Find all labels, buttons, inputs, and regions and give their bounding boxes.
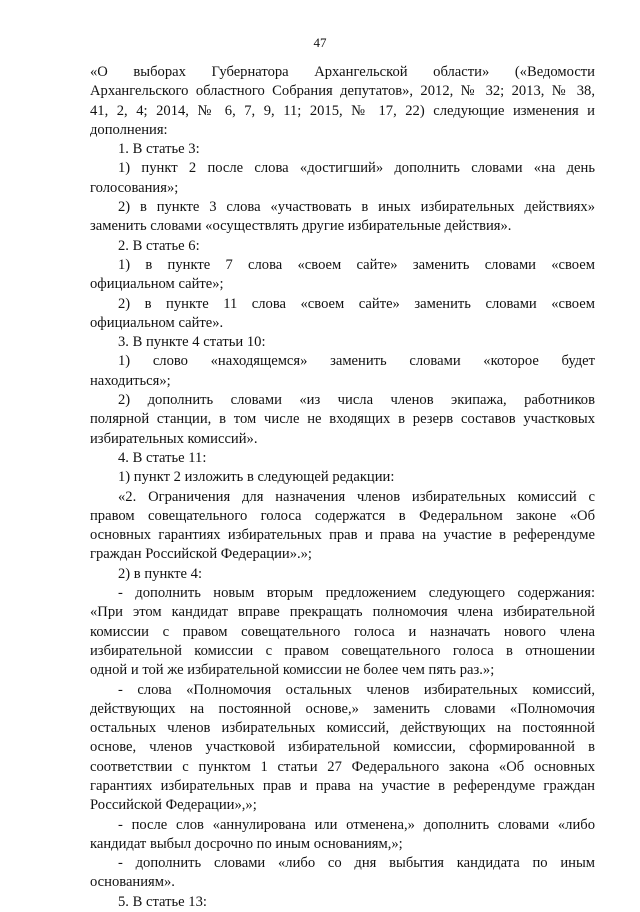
text-line-content: 1. В статье 3: <box>118 141 200 158</box>
text-line-content: «При этом кандидат вправе прекращать полномочия члена избирательной <box>90 604 595 621</box>
text-line <box>90 159 595 178</box>
text-line-content: правом совещательного голоса содержатся в Федеральном законе «Об <box>90 507 595 524</box>
text-line <box>90 545 595 564</box>
text-line <box>90 758 595 777</box>
text-line <box>90 584 595 603</box>
text-line <box>90 873 595 892</box>
text-line <box>90 295 595 314</box>
text-line-content: действующих на постоянной основе,» заменить словами «Полномочия <box>90 700 595 717</box>
text-line-content: - дополнить словами «либо со дня выбытия кандидата по иным <box>118 855 595 872</box>
text-line-content: граждан Российской Федерации».»; <box>90 546 312 563</box>
text-line-content: 5. В статье 13: <box>118 893 207 910</box>
text-line <box>90 854 595 873</box>
text-line <box>90 333 595 352</box>
text-line-content: «О выборах Губернатора Архангельской области» («Ведомости <box>90 64 595 80</box>
text-line-content: находиться»; <box>90 372 171 389</box>
text-line <box>90 372 595 391</box>
text-line <box>90 603 595 622</box>
text-line <box>90 237 595 256</box>
text-line <box>90 63 595 82</box>
text-line-content: дополнения: <box>90 121 168 138</box>
text-line <box>90 449 595 468</box>
text-line <box>90 140 595 159</box>
text-line <box>90 468 595 487</box>
text-line-content: - после слов «аннулирована или отменена,» дополнить словами «либо <box>118 816 595 833</box>
text-line-content: полярной станции, в том числе не входящих в резерв составов участковых <box>90 411 595 428</box>
text-line-content: избирательной комиссии с правом совещательного голоса в отношении <box>90 642 595 659</box>
text-line <box>90 681 595 700</box>
text-line <box>90 488 595 507</box>
text-line <box>90 410 595 429</box>
text-line <box>90 82 595 101</box>
text-line-content: основных гарантиях избирательных прав и права на участие в референдуме <box>90 527 595 544</box>
text-line <box>90 777 595 796</box>
text-line <box>90 507 595 526</box>
text-line-content: голосования»; <box>90 179 179 196</box>
text-line-content: официальном сайте». <box>90 314 224 331</box>
text-line <box>90 314 595 333</box>
text-line <box>90 565 595 584</box>
text-line-content: остальных членов избирательных комиссий, действующих на постоянной <box>90 720 595 737</box>
text-line <box>90 796 595 815</box>
text-line-content: 2) в пункте 3 слова «участвовать в иных избирательных действиях» <box>118 199 595 216</box>
text-line-content: 1) в пункте 7 слова «своем сайте» заменить словами «своем <box>118 256 595 273</box>
text-line <box>90 275 595 294</box>
text-line-content: комиссии с правом совещательного голоса и назначать нового члена <box>90 623 595 640</box>
text-line-content: избирательных комиссий». <box>90 430 258 447</box>
document-body <box>90 63 595 912</box>
text-line <box>90 642 595 661</box>
text-line-content: 4. В статье 11: <box>118 449 207 466</box>
text-line <box>90 816 595 835</box>
text-line <box>90 121 595 140</box>
text-line-content: 3. В пункте 4 статьи 10: <box>118 334 266 351</box>
text-line <box>90 391 595 410</box>
text-line <box>90 352 595 371</box>
text-line-content: 2) в пункте 11 слова «своем сайте» заменить словами «своем <box>118 295 595 312</box>
text-line-content: основаниям». <box>90 874 175 891</box>
text-line <box>90 430 595 449</box>
text-line-content: 41, 2, 4; 2014, № 6, 7, 9, 11; 2015, № 17, 22) следующие изменения и <box>90 102 595 119</box>
text-line-content: 2) дополнить словами «из числа членов экипажа, работников <box>118 392 595 409</box>
text-line <box>90 526 595 545</box>
text-line-content: соответствии с пунктом 1 статьи 27 Федерального закона «Об основных <box>90 758 595 775</box>
text-line <box>90 217 595 236</box>
text-line-content: кандидат выбыл досрочно по иным основаниям,»; <box>90 835 403 852</box>
text-line-content: гарантиях избирательных прав и права на участие в референдуме граждан <box>90 777 595 794</box>
text-line <box>90 179 595 198</box>
text-line-content: Российской Федерации»,»; <box>90 797 257 814</box>
text-line <box>90 893 595 912</box>
text-line <box>90 700 595 719</box>
text-line-content: одной и той же избирательной комиссии не более чем пять раз.»; <box>90 662 495 679</box>
text-line-content: - слова «Полномочия остальных членов избирательных комиссий, <box>118 681 595 698</box>
text-line-content: - дополнить новым вторым предложением следующего содержания: <box>118 585 595 602</box>
text-line-content: 1) пункт 2 изложить в следующей редакции: <box>118 469 395 486</box>
text-line <box>90 623 595 642</box>
text-line-content: 2. В статье 6: <box>118 237 200 254</box>
text-line-content: 1) слово «находящемся» заменить словами «которое будет <box>118 353 595 370</box>
text-line-content: заменить словами «осуществлять другие избирательные действия». <box>90 218 512 235</box>
text-line-content: Архангельского областного Собрания депутатов», 2012, № 32; 2013, № 38, <box>90 83 595 100</box>
text-line <box>90 198 595 217</box>
text-line-content: 2) в пункте 4: <box>118 565 203 582</box>
text-line <box>90 719 595 738</box>
text-line <box>90 835 595 854</box>
text-line-content: 1) пункт 2 после слова «достигший» дополнить словами «на день <box>118 160 595 177</box>
text-line <box>90 661 595 680</box>
text-line-content: «2. Ограничения для назначения членов избирательных комиссий с <box>118 488 595 505</box>
text-line <box>90 256 595 275</box>
text-line <box>90 102 595 121</box>
text-line <box>90 738 595 757</box>
text-line-content: основе, членов участковой избирательной комиссии, сформированной в <box>90 739 595 756</box>
page-number: 47 <box>313 35 327 50</box>
text-line-content: официальном сайте»; <box>90 276 224 293</box>
